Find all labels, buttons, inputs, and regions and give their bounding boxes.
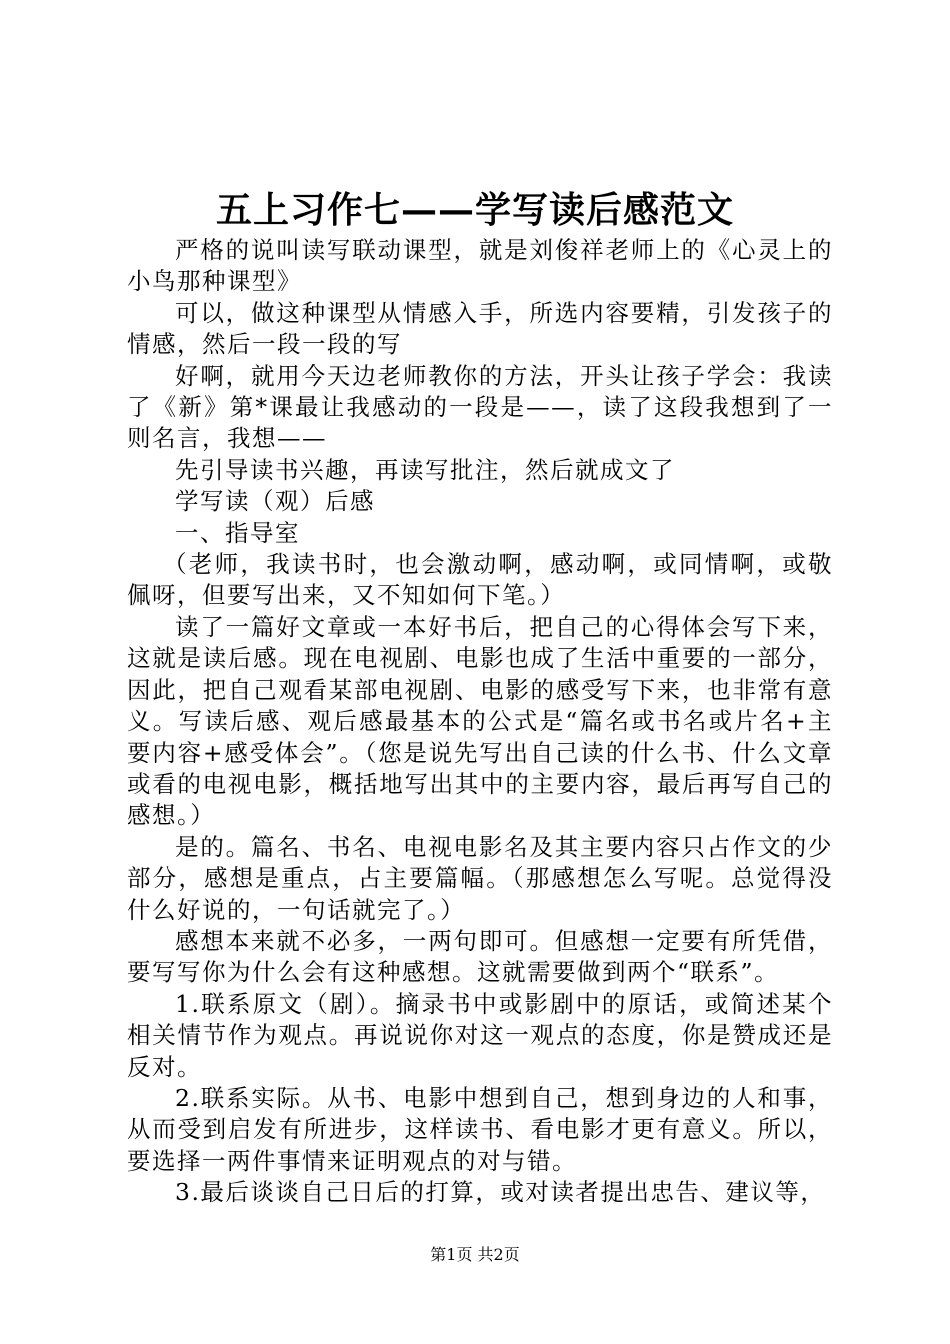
section-heading: 学写读（观）后感 — [175, 487, 375, 516]
paragraph: 读了一篇好文章或一本好书后，把自己的心得体会写下来，这就是读后感。现在电视剧、电影也成了生活中重要的一部分，因此，把自己观看某部电视剧、电影的感受写下来，也非常有意义。写读后感、观后感最基本的公式是“篇名或书名或片名+主要内容+感受体会”。（您是说先写出自己读的什么书、什么文章或看的电视电影，概括地写出其中的主要内容，最后再写自己的感想。） — [127, 612, 833, 830]
document-body — [127, 235, 833, 1209]
page-number-footer: 第1页 共2页 — [430, 1245, 520, 1264]
paragraph: 先引导读书兴趣，再读写批注，然后就成文了 — [175, 455, 675, 484]
section-subheading: 一、指导室 — [175, 518, 300, 547]
list-item: 1.联系原文（剧）。摘录书中或影剧中的原话，或简述某个相关情节作为观点。再说说你对这一观点的态度，你是赞成还是反对。 — [127, 989, 833, 1081]
document-title: 五上习作七——学写读后感范文 — [215, 189, 734, 231]
paragraph: 可以，做这种课型从情感入手，所选内容要精，引发孩子的情感，然后一段一段的写 — [127, 298, 833, 359]
list-item: 2.联系实际。从书、电影中想到自己，想到身边的人和事，从而受到启发有所进步，这样读书、看电影才更有意义。所以，要选择一两件事情来证明观点的对与错。 — [127, 1083, 833, 1175]
paragraph: 严格的说叫读写联动课型，就是刘俊祥老师上的《心灵上的小鸟那种课型》 — [127, 236, 833, 296]
list-item: 3.最后谈谈自己日后的打算，或对读者提出忠告、建议等， — [175, 1178, 826, 1207]
paragraph: 感想本来就不必多，一两句即可。但感想一定要有所凭借，要写写你为什么会有这种感想。这就需要做到两个“联系”。 — [127, 926, 833, 987]
paragraph: 是的。篇名、书名、电视电影名及其主要内容只占作文的少部分，感想是重点，占主要篇幅。（那感想怎么写呢。总觉得没什么好说的，一句话就完了。） — [127, 832, 833, 924]
paragraph: （老师，我读书时，也会激动啊，感动啊，或同情啊，或敬佩呀，但要写出来，又不知如何下笔。） — [127, 550, 833, 610]
paragraph: 好啊，就用今天边老师教你的方法，开头让孩子学会：我读了《新》第*课最让我感动的一段是——，读了这段我想到了一则名言，我想—— — [127, 361, 833, 453]
